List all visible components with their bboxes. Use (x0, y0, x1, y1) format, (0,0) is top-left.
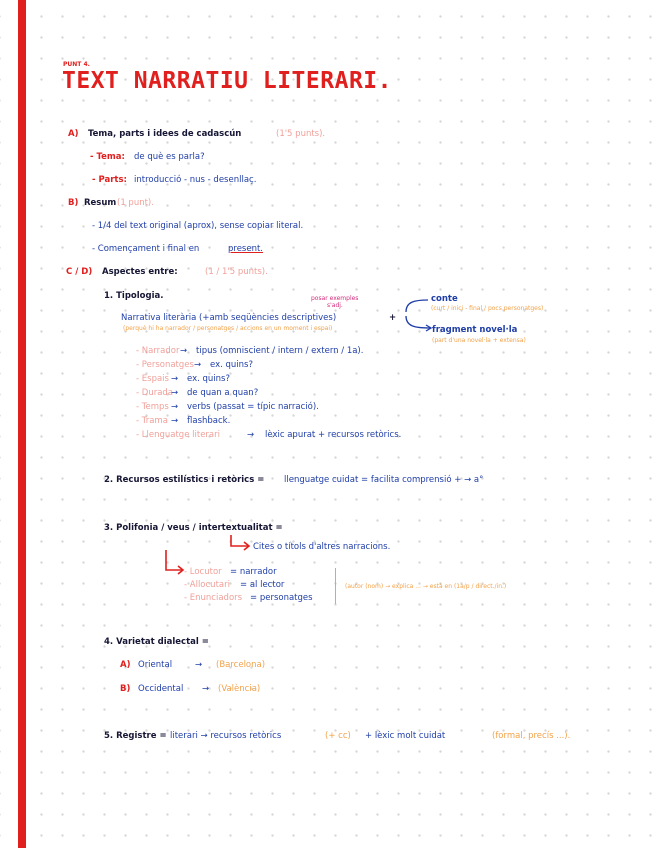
hook-arrow-icon (226, 535, 256, 553)
arrow-temps: → (171, 402, 179, 412)
polifonia-allocutari-text: = al lector (240, 580, 285, 590)
item-espais-label: - Espais (136, 374, 169, 384)
polifonia-locutor-text: = narrador (230, 567, 277, 577)
arrow-narrador: → (180, 346, 188, 356)
varietat-heading: 4. Varietat dialectal = (104, 637, 209, 647)
registre-text-b: (+ cc) (325, 731, 351, 741)
fragment-note: (part d'una novel·la + extensa) (432, 337, 526, 344)
varietat-b-name: Occidental (138, 684, 184, 694)
resum-line-2b: present. (228, 244, 264, 254)
varietat-a-label: A) (120, 660, 131, 670)
item-durada-label: - Durada (136, 388, 174, 398)
item-durada-text: de quan a quan? (187, 388, 259, 398)
varietat-a-name: Oriental (138, 660, 173, 670)
varietat-b-label: B) (120, 684, 131, 694)
item-narrador-text: tipus (omniscient / intern / extern / 1a). (196, 346, 364, 356)
arrow-llenguatge: → (247, 430, 255, 440)
polifonia-side-note: (autor (nom) → explica ... → està en (1a/p / direct./in.) (345, 583, 507, 590)
arrow-oriental: → (195, 660, 203, 670)
arrow-trama: → (171, 416, 179, 426)
tema-text: de què es parla? (134, 152, 205, 162)
recursos-heading: 2. Recursos estilístics i retòrics = (104, 475, 265, 485)
resum-line-1: - 1/4 del text original (aprox), sense copiar literal. (92, 221, 304, 231)
section-cd-points: (1 / 1'5 punts). (205, 267, 268, 277)
item-narrador-label: - Narrador (136, 346, 180, 356)
recursos-text: llenguatge cuidat = facilita comprensió + → a° (284, 475, 484, 485)
item-llenguatge-text: lèxic apurat + recursos retòrics. (265, 430, 402, 440)
item-temps-label: - Temps (136, 402, 169, 412)
polifonia-enunciadors-label: - Enunciadors (184, 593, 243, 603)
narrativa-note: (perquè hi ha narrador / personatges / accions en un moment i espai) (123, 325, 333, 332)
varietat-b-place: (València) (218, 684, 261, 694)
cites-text: Cites o títols d'altres narracions. (253, 542, 391, 552)
arrow-durada: → (171, 388, 179, 398)
plus-sign: + (389, 313, 397, 323)
polifonia-heading: 3. Polifonia / veus / intertextualitat = (104, 523, 283, 533)
arrow-personatges: → (194, 360, 202, 370)
polifonia-locutor-label: - Locutor (184, 567, 222, 577)
section-a-heading: Tema, parts i idees de cadascún (88, 129, 242, 139)
section-cd-heading: Aspectes entre: (102, 267, 178, 277)
conte: conte (431, 294, 458, 304)
polifonia-enunciadors-text: = personatges (250, 593, 313, 603)
side-bracket (335, 568, 340, 604)
registre-text-a: literari → recursos retòrics (170, 731, 282, 741)
section-cd-label: C / D) (66, 267, 93, 277)
section-a-points: (1'5 punts). (276, 129, 326, 139)
arrow-occidental: → (202, 684, 210, 694)
conte-note: (curt / inici - final / pocs personatges) (431, 305, 544, 312)
fragment-novella: fragment novel·la (432, 325, 518, 335)
parts-text: introducció - nus - desenllaç. (134, 175, 257, 185)
resum-line-2a: - Començament i final en (92, 244, 200, 254)
item-trama-label: - Trama (136, 416, 168, 426)
punt-label: PUNT 4. (63, 61, 90, 68)
registre-text-d: (formal, precís ...). (492, 731, 571, 741)
tema-label: - Tema: (90, 152, 125, 162)
item-personatges-label: - Personatges (136, 360, 194, 370)
narrativa-literaria: Narrativa literària (+amb seqüències descriptives) (121, 313, 337, 323)
note-sadj: s'adj. (327, 302, 343, 309)
registre-text-c: + lèxic molt cuidat (365, 731, 446, 741)
parts-label: - Parts: (92, 175, 127, 185)
margin-line (18, 0, 26, 848)
section-b-heading: Resum (84, 198, 117, 208)
item-espais-text: ex. quins? (187, 374, 230, 384)
page-title: TEXT NARRATIU LITERARI. (62, 68, 392, 94)
section-b-points: (1 punt). (117, 198, 154, 208)
tipologia-heading: 1. Tipologia. (104, 291, 164, 301)
arrow-espais: → (171, 374, 179, 384)
section-b-label: B) (68, 198, 79, 208)
item-personatges-text: ex. quins? (210, 360, 253, 370)
note-posar-exemples: posar exemples (311, 295, 359, 302)
item-trama-text: flashback. (187, 416, 231, 426)
varietat-a-place: (Barcelona) (216, 660, 266, 670)
item-temps-text: verbs (passat = típic narració). (187, 402, 319, 412)
item-llenguatge-label: - Llenguatge literari (136, 430, 220, 440)
section-a-label: A) (68, 129, 79, 139)
registre-heading: 5. Registre = (104, 731, 167, 741)
branch-arrows-icon (404, 294, 434, 344)
polifonia-allocutari-label: - Allocutari (184, 580, 230, 590)
